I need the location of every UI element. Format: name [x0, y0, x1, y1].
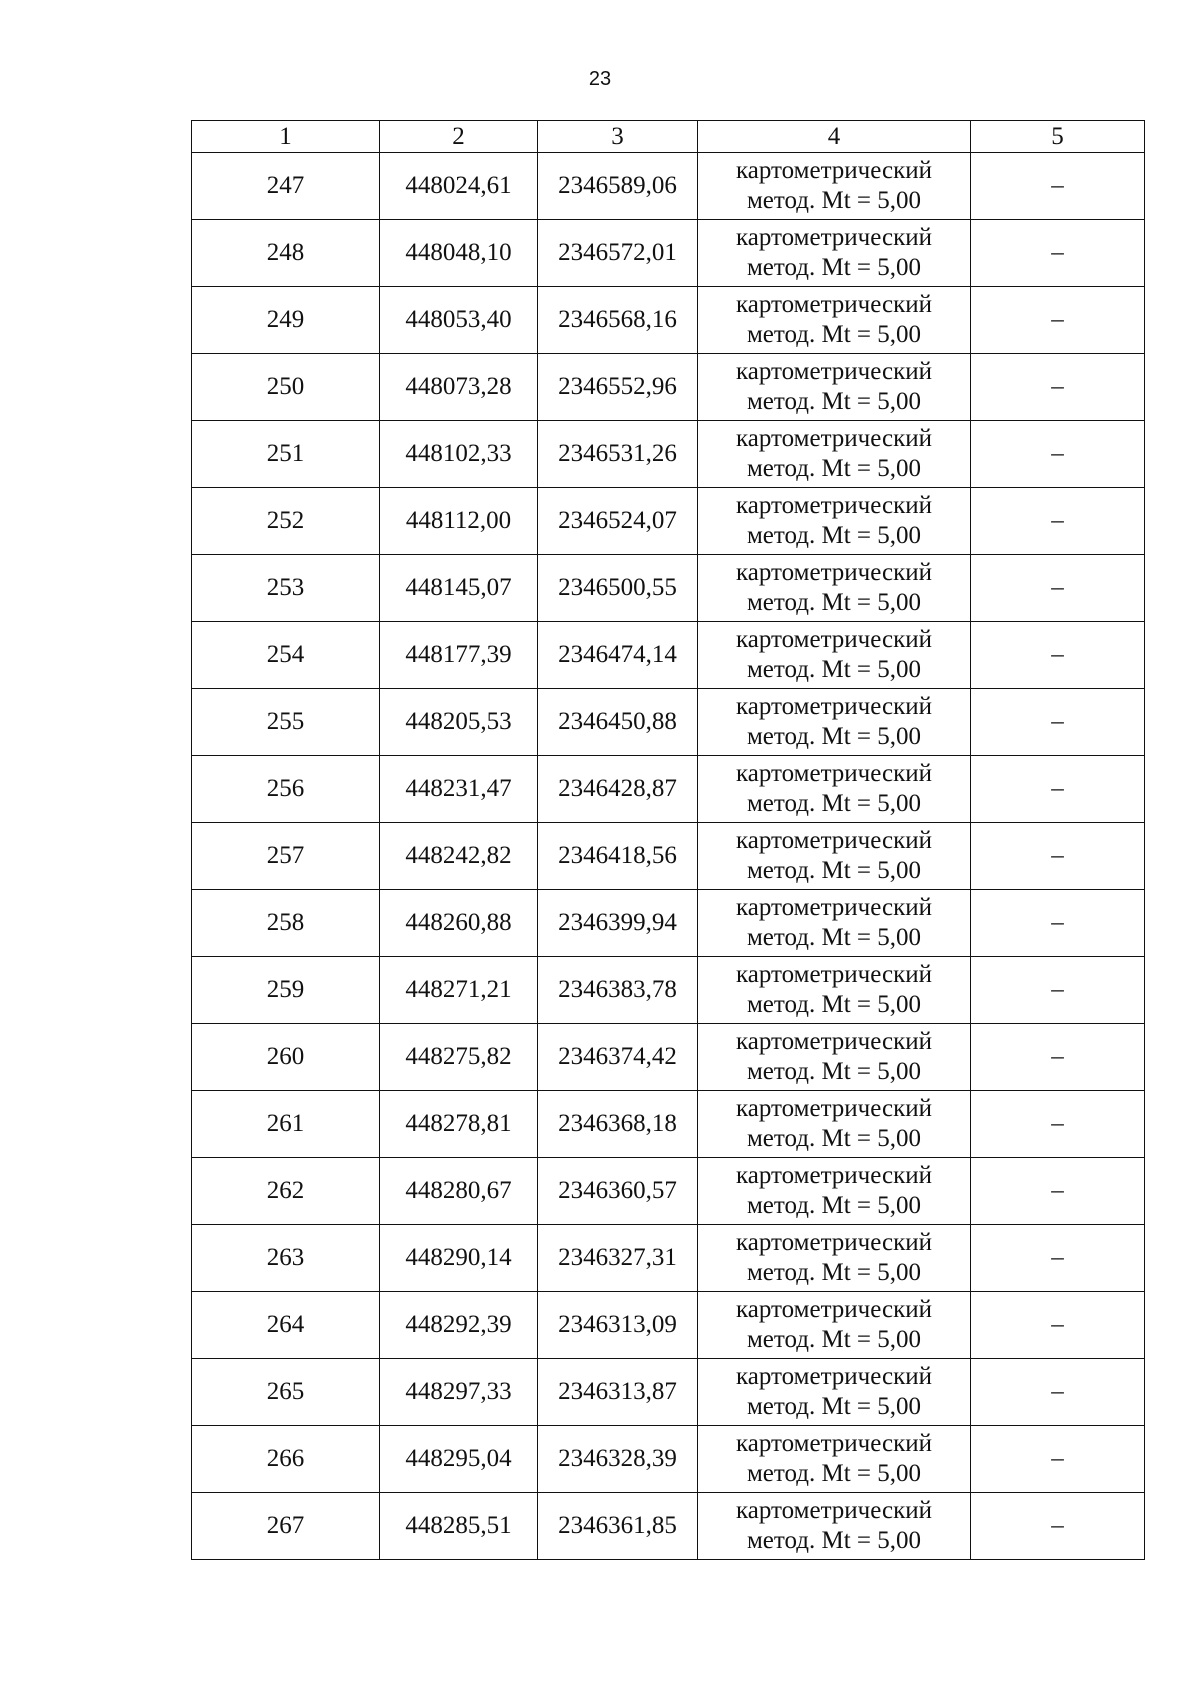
header-row: [192, 121, 1145, 153]
method-cell: [698, 1091, 971, 1158]
method-line-1: картометрический: [736, 1430, 932, 1457]
method-cell: [698, 220, 971, 287]
method-line-2: метод. Mt = 5,00: [746, 1460, 922, 1487]
method-cell: [698, 756, 971, 823]
x-coordinate-cell: 448053,40: [380, 287, 538, 354]
method-cell: [698, 153, 971, 220]
table-row: [192, 220, 1145, 287]
method-line-2: метод. Mt = 5,00: [746, 1527, 922, 1554]
method-cell: [698, 287, 971, 354]
x-coordinate-cell: 448231,47: [380, 756, 538, 823]
y-coordinate-cell: 2346531,26: [538, 421, 698, 488]
y-coordinate-cell: 2346374,42: [538, 1024, 698, 1091]
y-coordinate-cell: 2346524,07: [538, 488, 698, 555]
table-row: [192, 622, 1145, 689]
point-number-cell: 264: [192, 1292, 380, 1359]
x-coordinate-cell: 448292,39: [380, 1292, 538, 1359]
table-row: [192, 1091, 1145, 1158]
point-number-cell: 251: [192, 421, 380, 488]
method-cell: [698, 1493, 971, 1560]
method-line-1: картометрический: [736, 827, 932, 854]
x-coordinate-cell: 448271,21: [380, 957, 538, 1024]
point-number-cell: 248: [192, 220, 380, 287]
y-coordinate-cell: 2346368,18: [538, 1091, 698, 1158]
method-line-2: метод. Mt = 5,00: [746, 589, 922, 616]
point-number-cell: 260: [192, 1024, 380, 1091]
point-number-cell: 254: [192, 622, 380, 689]
table-row: [192, 555, 1145, 622]
x-coordinate-cell: 448285,51: [380, 1493, 538, 1560]
table-row: [192, 1292, 1145, 1359]
method-cell: [698, 1426, 971, 1493]
x-coordinate-cell: 448275,82: [380, 1024, 538, 1091]
note-cell: –: [971, 1493, 1145, 1560]
x-coordinate-cell: 448242,82: [380, 823, 538, 890]
x-coordinate-cell: 448295,04: [380, 1426, 538, 1493]
method-line-2: метод. Mt = 5,00: [746, 857, 922, 884]
y-coordinate-cell: 2346450,88: [538, 689, 698, 756]
table-row: [192, 488, 1145, 555]
header-col-4: 4: [698, 121, 971, 153]
method-line-2: метод. Mt = 5,00: [746, 790, 922, 817]
point-number-cell: 265: [192, 1359, 380, 1426]
x-coordinate-cell: 448177,39: [380, 622, 538, 689]
y-coordinate-cell: 2346552,96: [538, 354, 698, 421]
note-cell: –: [971, 1225, 1145, 1292]
note-cell: –: [971, 957, 1145, 1024]
point-number-cell: 256: [192, 756, 380, 823]
point-number-cell: 249: [192, 287, 380, 354]
note-cell: –: [971, 756, 1145, 823]
method-line-1: картометрический: [736, 224, 932, 251]
method-line-1: картометрический: [736, 291, 932, 318]
y-coordinate-cell: 2346500,55: [538, 555, 698, 622]
table-row: [192, 756, 1145, 823]
point-number-cell: 247: [192, 153, 380, 220]
table-row: [192, 823, 1145, 890]
method-line-1: картометрический: [736, 961, 932, 988]
x-coordinate-cell: 448260,88: [380, 890, 538, 957]
method-cell: [698, 421, 971, 488]
table-row: [192, 1426, 1145, 1493]
point-number-cell: 257: [192, 823, 380, 890]
method-line-1: картометрический: [736, 1497, 932, 1524]
table-row: [192, 354, 1145, 421]
method-line-2: метод. Mt = 5,00: [746, 455, 922, 482]
x-coordinate-cell: 448112,00: [380, 488, 538, 555]
method-line-2: метод. Mt = 5,00: [746, 321, 922, 348]
method-line-1: картометрический: [736, 358, 932, 385]
method-cell: [698, 1359, 971, 1426]
table-row: [192, 421, 1145, 488]
method-line-1: картометрический: [736, 1363, 932, 1390]
x-coordinate-cell: 448278,81: [380, 1091, 538, 1158]
method-line-2: метод. Mt = 5,00: [746, 1259, 922, 1286]
method-cell: [698, 622, 971, 689]
method-line-2: метод. Mt = 5,00: [746, 924, 922, 951]
y-coordinate-cell: 2346572,01: [538, 220, 698, 287]
method-line-2: метод. Mt = 5,00: [746, 1326, 922, 1353]
x-coordinate-cell: 448290,14: [380, 1225, 538, 1292]
method-line-1: картометрический: [736, 559, 932, 586]
table-row: [192, 1024, 1145, 1091]
method-cell: [698, 354, 971, 421]
point-number-cell: 259: [192, 957, 380, 1024]
method-cell: [698, 1158, 971, 1225]
point-number-cell: 267: [192, 1493, 380, 1560]
method-line-1: картометрический: [736, 1296, 932, 1323]
method-cell: [698, 1292, 971, 1359]
table-row: [192, 890, 1145, 957]
method-line-2: метод. Mt = 5,00: [746, 388, 922, 415]
y-coordinate-cell: 2346328,39: [538, 1426, 698, 1493]
note-cell: –: [971, 1359, 1145, 1426]
method-line-1: картометрический: [736, 626, 932, 653]
method-cell: [698, 689, 971, 756]
note-cell: –: [971, 488, 1145, 555]
method-line-2: метод. Mt = 5,00: [746, 1393, 922, 1420]
note-cell: –: [971, 555, 1145, 622]
note-cell: –: [971, 823, 1145, 890]
note-cell: –: [971, 1292, 1145, 1359]
x-coordinate-cell: 448145,07: [380, 555, 538, 622]
y-coordinate-cell: 2346589,06: [538, 153, 698, 220]
y-coordinate-cell: 2346327,31: [538, 1225, 698, 1292]
point-number-cell: 263: [192, 1225, 380, 1292]
table-row: [192, 153, 1145, 220]
point-number-cell: 262: [192, 1158, 380, 1225]
x-coordinate-cell: 448297,33: [380, 1359, 538, 1426]
method-line-1: картометрический: [736, 1028, 932, 1055]
method-line-1: картометрический: [736, 1162, 932, 1189]
method-cell: [698, 555, 971, 622]
y-coordinate-cell: 2346568,16: [538, 287, 698, 354]
table-row: [192, 1225, 1145, 1292]
note-cell: –: [971, 890, 1145, 957]
method-line-2: метод. Mt = 5,00: [746, 656, 922, 683]
table-row: [192, 1359, 1145, 1426]
note-cell: –: [971, 153, 1145, 220]
point-number-cell: 261: [192, 1091, 380, 1158]
method-line-1: картометрический: [736, 492, 932, 519]
point-number-cell: 266: [192, 1426, 380, 1493]
x-coordinate-cell: 448073,28: [380, 354, 538, 421]
point-number-cell: 255: [192, 689, 380, 756]
method-line-1: картометрический: [736, 157, 932, 184]
point-number-cell: 253: [192, 555, 380, 622]
method-line-2: метод. Mt = 5,00: [746, 254, 922, 281]
x-coordinate-cell: 448102,33: [380, 421, 538, 488]
method-line-2: метод. Mt = 5,00: [746, 1125, 922, 1152]
point-number-cell: 252: [192, 488, 380, 555]
y-coordinate-cell: 2346313,09: [538, 1292, 698, 1359]
note-cell: –: [971, 1091, 1145, 1158]
x-coordinate-cell: 448280,67: [380, 1158, 538, 1225]
method-line-2: метод. Mt = 5,00: [746, 522, 922, 549]
method-line-2: метод. Mt = 5,00: [746, 187, 922, 214]
table-row: [192, 287, 1145, 354]
table-row: [192, 689, 1145, 756]
method-line-1: картометрический: [736, 1229, 932, 1256]
table-header: [192, 121, 1145, 153]
y-coordinate-cell: 2346399,94: [538, 890, 698, 957]
note-cell: –: [971, 287, 1145, 354]
page-number: 23: [588, 68, 612, 90]
coordinates-table: [191, 120, 1145, 1560]
header-col-1: 1: [192, 121, 380, 153]
header-col-3: 3: [538, 121, 698, 153]
method-line-2: метод. Mt = 5,00: [746, 1192, 922, 1219]
note-cell: –: [971, 689, 1145, 756]
y-coordinate-cell: 2346383,78: [538, 957, 698, 1024]
note-cell: –: [971, 1426, 1145, 1493]
table-row: [192, 1158, 1145, 1225]
method-cell: [698, 890, 971, 957]
note-cell: –: [971, 1024, 1145, 1091]
method-line-1: картометрический: [736, 760, 932, 787]
method-cell: [698, 823, 971, 890]
method-cell: [698, 1225, 971, 1292]
point-number-cell: 250: [192, 354, 380, 421]
y-coordinate-cell: 2346418,56: [538, 823, 698, 890]
header-col-2: 2: [380, 121, 538, 153]
table-row: [192, 957, 1145, 1024]
method-line-2: метод. Mt = 5,00: [746, 991, 922, 1018]
method-line-1: картометрический: [736, 693, 932, 720]
note-cell: –: [971, 421, 1145, 488]
method-line-1: картометрический: [736, 425, 932, 452]
method-line-1: картометрический: [736, 894, 932, 921]
method-cell: [698, 1024, 971, 1091]
method-line-2: метод. Mt = 5,00: [746, 1058, 922, 1085]
x-coordinate-cell: 448205,53: [380, 689, 538, 756]
note-cell: –: [971, 1158, 1145, 1225]
note-cell: –: [971, 354, 1145, 421]
y-coordinate-cell: 2346313,87: [538, 1359, 698, 1426]
y-coordinate-cell: 2346361,85: [538, 1493, 698, 1560]
y-coordinate-cell: 2346428,87: [538, 756, 698, 823]
x-coordinate-cell: 448024,61: [380, 153, 538, 220]
note-cell: –: [971, 622, 1145, 689]
method-line-2: метод. Mt = 5,00: [746, 723, 922, 750]
x-coordinate-cell: 448048,10: [380, 220, 538, 287]
note-cell: –: [971, 220, 1145, 287]
y-coordinate-cell: 2346360,57: [538, 1158, 698, 1225]
method-line-1: картометрический: [736, 1095, 932, 1122]
point-number-cell: 258: [192, 890, 380, 957]
method-cell: [698, 488, 971, 555]
header-col-5: 5: [971, 121, 1145, 153]
table-body: [192, 153, 1145, 1560]
table-row: [192, 1493, 1145, 1560]
y-coordinate-cell: 2346474,14: [538, 622, 698, 689]
method-cell: [698, 957, 971, 1024]
